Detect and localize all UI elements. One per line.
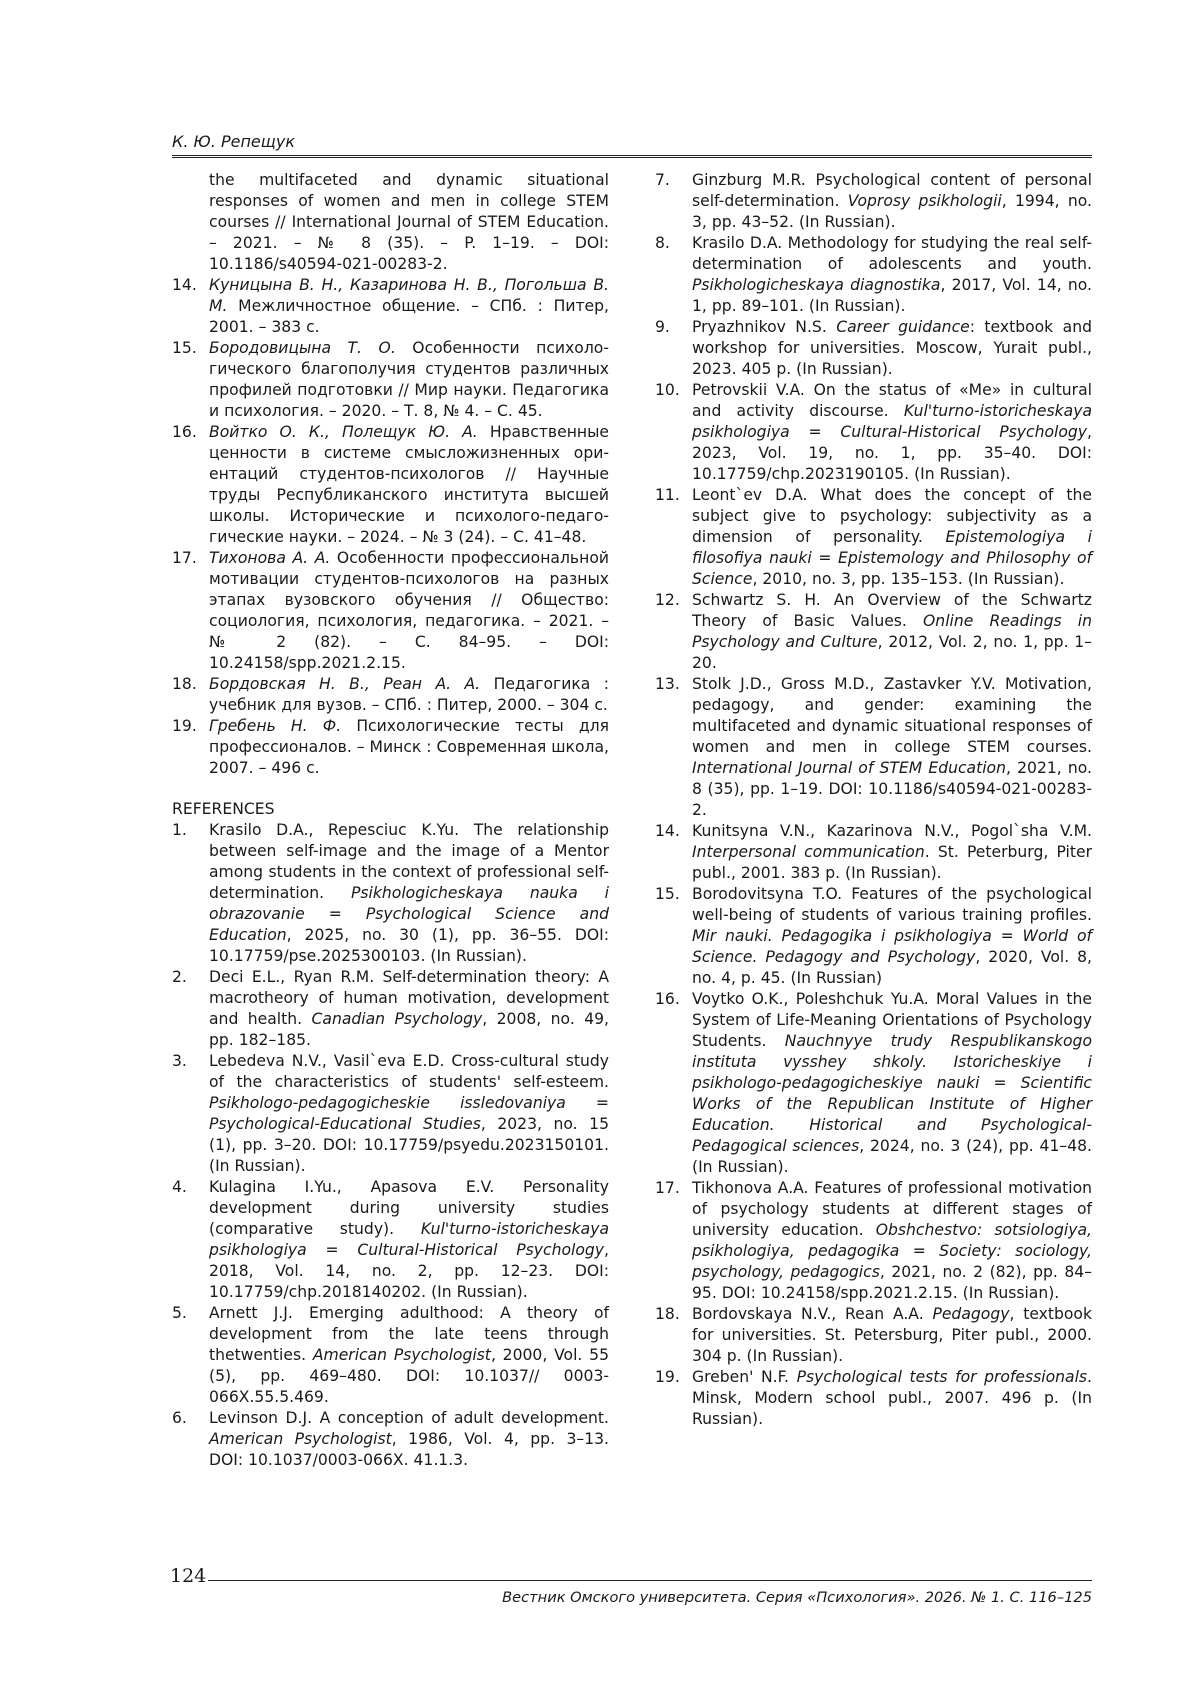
reference-source-italic: Career guidance <box>836 318 970 336</box>
reference-text: , 2020, Vol. 8, no. 4, p. 45. (In Russian) <box>692 948 1092 987</box>
reference-text: , 2018, Vol. 14, no. 2, pp. 12–23. DOI: 10.17759/chp.2018140202. (In Russian). <box>209 1241 609 1301</box>
reference-number: 6. <box>172 1409 187 1427</box>
reference-item <box>172 1303 609 1408</box>
reference-item <box>172 967 609 1051</box>
reference-source-italic: Войтко О. К., Полещук Ю. А. <box>209 423 478 441</box>
reference-number: 14. <box>655 822 680 840</box>
reference-source-italic: Бордовская Н. В., Реан А. А. <box>209 675 481 693</box>
reference-text: Особенности профессиональной мотивации студентов-психологов на разных этапах вузовского обучения // Общество: социология, психология, педагогика. – 2021. – № 2 (82). – С. 84–95. – DOI: 10.24158/spp.2021.2.15. <box>209 549 609 672</box>
reference-text: , 2021, no. 8 (35), pp. 1–19. DOI: 10.1186/s40594-021-00283-2. <box>692 759 1092 819</box>
reference-item <box>655 170 1092 233</box>
reference-number: 15. <box>172 339 197 357</box>
reference-text: Leont`ev D.A. What does the concept of the subject give to psychology: subjectivity as a dimension of personality. <box>692 486 1092 546</box>
reference-source-italic: Kul'turno-istoricheskaya psikhologiya = Cultural-Historical Psychology <box>692 402 1092 441</box>
reference-item <box>655 485 1092 590</box>
reference-text: : textbook and workshop for universities. Moscow, Yurait publ., 2023. 405 p. (In Russian). <box>692 318 1092 378</box>
reference-item <box>655 1178 1092 1304</box>
reference-text: Особенности психологического благополучия студентов различных профилей подготовки // Мир науки. Педагогика и психология. – 2020. – Т. 8, № 4. – С. 45. <box>209 339 609 420</box>
reference-text: Pryazhnikov N.S. <box>692 318 837 336</box>
reference-source-italic: Canadian Psychology <box>311 1010 483 1028</box>
reference-text: Педагогика : учебник для вузов. – СПб. : Питер, 2000. – 304 с. <box>209 675 610 714</box>
reference-text: Petrovskii V.A. On the status of «Me» in cultural and activity discourse. <box>692 381 1092 420</box>
reference-number: 18. <box>172 675 197 693</box>
reference-item <box>655 884 1092 989</box>
page-number: 124 <box>170 1565 207 1587</box>
reference-item <box>655 821 1092 884</box>
reference-text: Krasilo D.A. Methodology for studying the real self-determination of adolescents and youth. <box>692 234 1092 273</box>
right-column <box>655 170 1092 1430</box>
reference-text: , 2008, no. 49, pp. 182–185. <box>209 1010 609 1049</box>
reference-item <box>172 1177 609 1303</box>
reference-source-italic: American Psychologist <box>209 1430 392 1448</box>
reference-source-italic: Pedagogy <box>932 1305 1010 1323</box>
reference-text: , 2017, Vol. 14, no. 1, pp. 89–101. (In Russian). <box>692 276 1093 315</box>
reference-number: 15. <box>655 885 680 903</box>
header-rule <box>172 155 1092 158</box>
running-head: К. Ю. Репещук <box>172 132 295 151</box>
reference-number: 4. <box>172 1178 187 1196</box>
reference-source-italic: American Psychologist <box>312 1346 491 1364</box>
reference-text: , 2023, Vol. 19, no. 1, pp. 35–40. DOI: 10.17759/chp.2023190105. (In Russian). <box>692 423 1092 483</box>
reference-text: Krasilo D.A., Repesciuc K.Yu. The relationship between self-image and the image of a Mentor among students in the context of professional self-determination. <box>209 821 609 902</box>
reference-source-italic: Гребень Н. Ф. <box>209 717 342 735</box>
reference-number: 19. <box>172 717 197 735</box>
reference-number: 8. <box>655 234 670 252</box>
reference-source-italic: Psikhologicheskaya nauka i obrazovanie = Psychological Science and Education <box>209 884 609 944</box>
reference-source-italic: Kul'turno-istoricheskaya psikhologiya = Cultural-Historical Psychology <box>209 1220 609 1259</box>
reference-number: 17. <box>172 549 197 567</box>
reference-number: 10. <box>655 381 680 399</box>
footer-rule <box>208 1580 1092 1581</box>
reference-text: Tikhonova A.A. Features of professional motivation of psychology students at different stages of university education. <box>692 1179 1092 1239</box>
reference-text: Ginzburg M.R. Psychological content of personal self-determination. <box>692 171 1092 210</box>
reference-source-italic: Voprosy psikhologii <box>847 192 1002 210</box>
reference-number: 18. <box>655 1305 680 1323</box>
reference-text: Lebedeva N.V., Vasil`eva E.D. Cross-cultural study of the characteristics of students' self-esteem. <box>209 1052 609 1091</box>
reference-text: Levinson D.J. A conception of adult development. <box>209 1409 609 1427</box>
reference-source-italic: Interpersonal communication <box>692 843 925 861</box>
reference-text: , 2024, no. 3 (24), pp. 41–48. (In Russian). <box>692 1137 1092 1176</box>
left-column <box>172 170 609 1471</box>
reference-item <box>172 1408 609 1471</box>
reference-text: , 1986, Vol. 4, pp. 3–13. DOI: 10.1037/0003-066X. 41.1.3. <box>209 1430 609 1469</box>
reference-item <box>655 1367 1092 1430</box>
reference-number: 7. <box>655 171 670 189</box>
reference-item <box>172 820 609 967</box>
reference-text: Greben' N.F. <box>692 1368 797 1386</box>
reference-text: , 1994, no. 3, pp. 43–52. (In Russian). <box>692 192 1092 231</box>
reference-text: Психологические тесты для профессионалов. – Минск : Современная школа, 2007. – 496 с. <box>209 717 609 777</box>
reference-text: Kulagina I.Yu., Apasova E.V. Personality development during university studies (comparative study). <box>209 1178 609 1238</box>
reference-item <box>172 716 609 779</box>
reference-text: Deci E.L., Ryan R.M. Self-determination theory: A macrotheory of human motivation, development and health. <box>209 968 609 1028</box>
reference-text: the multifaceted and dynamic situational responses of women and men in college STEM courses // International Journal of STEM Education. – 2021. – № 8 (35). – P. 1–19. – DOI: 10.1186/s40594-021-00283-2. <box>209 171 609 273</box>
reference-item <box>655 317 1092 380</box>
reference-source-italic: Nauchnyye trudy Respublikanskogo instituta vysshey shkoly. Istoricheskiye i psikhologo-pedagogicheskiye nauki = Scientific Works of the Republican Institute of Higher Education. Historical and Psychological-Pedagogical sciences <box>692 1032 1092 1155</box>
reference-item <box>172 548 609 674</box>
reference-source-italic: Тихонова А. А. <box>209 549 331 567</box>
reference-text: Schwartz S. H. An Overview of the Schwartz Theory of Basic Values. <box>692 591 1092 630</box>
reference-number: 16. <box>172 423 197 441</box>
reference-item <box>655 989 1092 1178</box>
reference-number: 14. <box>172 276 197 294</box>
references-heading: REFERENCES <box>172 800 275 818</box>
reference-source-italic: Куницына В. Н., Казаринова Н. В., Погольша В. М. <box>209 276 609 315</box>
journal-footer: Вестник Омского университета. Серия «Психология». 2026. № 1. С. 116–125 <box>502 1589 1092 1606</box>
reference-text: Межличностное общение. – СПб. : Питер, 2001. – 383 с. <box>209 297 609 336</box>
references-list-right <box>655 170 1092 1430</box>
reference-source-italic: Online Readings in Psychology and Culture <box>692 612 1092 651</box>
reference-text: , 2012, Vol. 2, no. 1, pp. 1–20. <box>692 633 1092 672</box>
russian-reference-list <box>172 170 609 779</box>
reference-item <box>655 380 1092 485</box>
reference-number: 17. <box>655 1179 680 1197</box>
reference-item <box>172 338 609 422</box>
reference-source-italic: Бородовицына Т. О. <box>209 339 396 357</box>
reference-source-italic: Obshchestvo: sotsiologiya, psikhologiya, pedagogika = Society: sociology, psychology, pedagogics <box>692 1221 1092 1281</box>
reference-item <box>172 422 609 548</box>
reference-source-italic: Psikhologo-pedagogicheskie issledovaniya = Psychological-Educational Studies <box>209 1094 609 1133</box>
reference-number: 11. <box>655 486 680 504</box>
reference-text: Kunitsyna V.N., Kazarinova N.V., Pogol`sha V.M. <box>692 822 1092 840</box>
reference-text: Borodovitsyna T.O. Features of the psychological well-being of students of various training profiles. <box>692 885 1092 924</box>
reference-text: Stolk J.D., Gross M.D., Zastavker Y.V. Motivation, pedagogy, and gender: examining the multifaceted and dynamic situational responses of women and men in college STEM courses. <box>692 675 1092 756</box>
reference-item <box>655 674 1092 821</box>
reference-text: . Minsk, Modern school publ., 2007. 496 p. (In Russian). <box>692 1368 1092 1428</box>
reference-text: , 2025, no. 30 (1), pp. 36–55. DOI: 10.17759/pse.2025300103. (In Russian). <box>209 926 609 965</box>
reference-item <box>655 1304 1092 1367</box>
reference-item <box>172 170 609 275</box>
reference-number: 13. <box>655 675 680 693</box>
reference-number: 16. <box>655 990 680 1008</box>
reference-item <box>655 233 1092 317</box>
reference-text: . St. Peterburg, Piter publ., 2001. 383 p. (In Russian). <box>692 843 1092 882</box>
references-list-left <box>172 820 609 1471</box>
reference-source-italic: Psikhologicheskaya diagnostika <box>692 276 941 294</box>
reference-number: 2. <box>172 968 187 986</box>
reference-number: 19. <box>655 1368 680 1386</box>
reference-text: , 2010, no. 3, pp. 135–153. (In Russian). <box>752 570 1065 588</box>
reference-text: Нравственные ценности в системе смысложизненных ориентаций студентов-психологов // Научные труды Республиканского института высшей школы. Исторические и психолого-педагогические науки. – 2024. – № 3 (24). – С. 41–48. <box>209 423 609 546</box>
reference-text: Voytko O.K., Poleshchuk Yu.A. Moral Values in the System of Life-Meaning Orientations of Psychology Students. <box>692 990 1092 1050</box>
reference-source-italic: International Journal of STEM Education <box>692 759 1006 777</box>
reference-number: 3. <box>172 1052 187 1070</box>
reference-text: , 2000, Vol. 55 (5), pp. 469–480. DOI: 10.1037// 0003-066X.55.5.469. <box>209 1346 610 1406</box>
reference-text: , 2021, no. 2 (82), pp. 84–95. DOI: 10.24158/spp.2021.2.15. (In Russian). <box>692 1263 1092 1302</box>
reference-number: 1. <box>172 821 187 839</box>
reference-item <box>172 1051 609 1177</box>
reference-source-italic: Psychological tests for professionals <box>796 1368 1088 1386</box>
reference-text: , textbook for universities. St. Petersburg, Piter publ., 2000. 304 p. (In Russian). <box>692 1305 1092 1365</box>
reference-text: Bordovskaya N.V., Rean A.A. <box>692 1305 933 1323</box>
reference-source-italic: Mir nauki. Pedagogika i psikhologiya = World of Science. Pedagogy and Psychology <box>692 927 1092 966</box>
reference-number: 5. <box>172 1304 187 1322</box>
reference-number: 9. <box>655 318 670 336</box>
reference-item <box>655 590 1092 674</box>
reference-text: Arnett J.J. Emerging adulthood: A theory of development from the late teens through thetwenties. <box>209 1304 609 1364</box>
reference-item <box>172 674 609 716</box>
reference-number: 12. <box>655 591 680 609</box>
reference-text: , 2023, no. 15 (1), pp. 3–20. DOI: 10.17759/psyedu.2023150101. (In Russian). <box>209 1115 609 1175</box>
reference-item <box>172 275 609 338</box>
reference-source-italic: Epistemologiya i filosofiya nauki = Epistemology and Philosophy of Science <box>692 528 1092 588</box>
